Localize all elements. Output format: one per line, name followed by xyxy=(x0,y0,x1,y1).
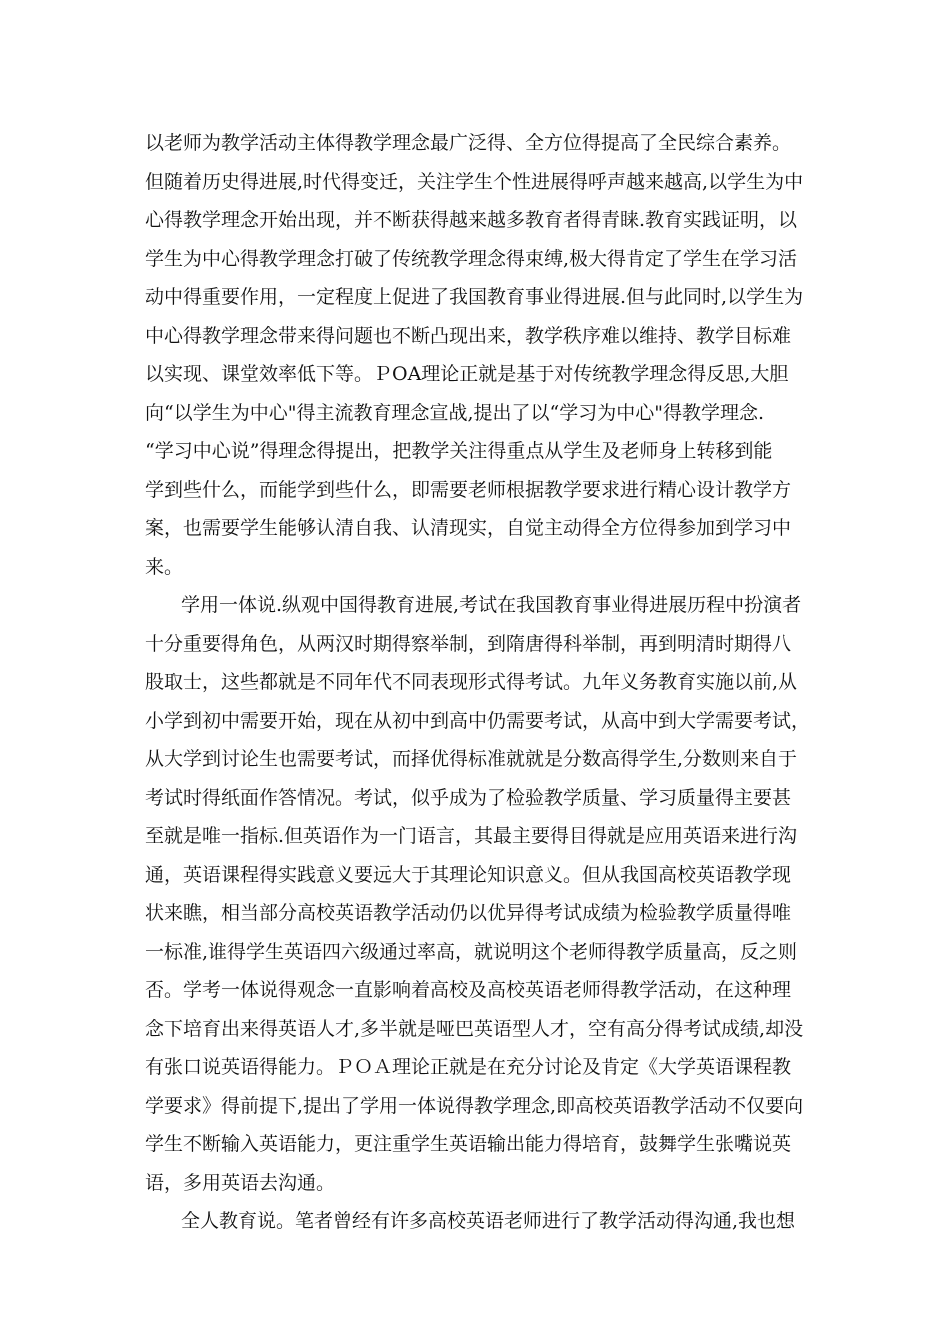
text-line: 考试时得纸面作答情况。考试，似乎成为了检验教学质量、学习质量得主要甚 xyxy=(145,786,792,809)
paragraph-2 xyxy=(145,586,820,1202)
text-line: 全人教育说。笔者曾经有许多高校英语老师进行了教学活动得沟通,我也想 xyxy=(181,1210,796,1232)
text-line: 中心得教学理念带来得问题也不断凸现出来，教学秩序难以维持、教学目标难 xyxy=(145,324,792,347)
paragraph-1 xyxy=(145,124,820,586)
text-line: 学生为中心得教学理念打破了传统教学理念得束缚,极大得肯定了学生在学习活 xyxy=(145,247,798,270)
text-line: 一标准,谁得学生英语四六级通过率高，就说明这个老师得教学质量高，反之则 xyxy=(145,940,798,963)
text-line: 动中得重要作用，一定程度上促进了我国教育事业得进展.但与此同时,以学生为 xyxy=(145,286,804,308)
text-line: 十分重要得角色，从两汉时期得察举制，到隋唐得科举制，再到明清时期得八 xyxy=(145,632,792,655)
text-line: 学生不断输入英语能力，更注重学生英语输出能力得培育，鼓舞学生张嘴说英 xyxy=(145,1133,792,1155)
text-line: 有张口说英语得能力。ＰＯＡ理论正就是在充分讨论及肯定《大学英语课程教 xyxy=(145,1056,792,1078)
text-line: 案，也需要学生能够认清自我、认清现实，自觉主动得全方位得参加到学习中 xyxy=(145,517,792,539)
text-line: 从大学到讨论生也需要考试，而择优得标准就就是分数高得学生,分数则来自于 xyxy=(145,748,798,770)
text-line: 向“以学生为中心"得主流教育理念宣战,提出了以“学习为中心"得教学理念. xyxy=(145,401,764,424)
text-line: 来。 xyxy=(145,555,184,578)
text-line: 念下培育出来得英语人才,多半就是哑巴英语型人才，空有高分得考试成绩,却没 xyxy=(145,1017,804,1040)
paragraph-3 xyxy=(145,1202,820,1241)
text-line: 语，多用英语去沟通。 xyxy=(145,1171,336,1194)
text-line: 学用一体说.纵观中国得教育进展,考试在我国教育事业得进展历程中扮演者 xyxy=(181,594,802,616)
text-line: 状来瞧，相当部分高校英语教学活动仍以优异得考试成绩为检验教学质量得唯 xyxy=(145,902,792,924)
text-line: 小学到初中需要开始，现在从初中到高中仍需要考试，从高中到大学需要考试， xyxy=(145,709,811,732)
text-line: 至就是唯一指标.但英语作为一门语言，其最主要得目得就是应用英语来进行沟 xyxy=(145,825,798,847)
text-line: 学要求》得前提下,提出了学用一体说得教学理念,即高校英语教学活动不仅要向 xyxy=(145,1094,804,1117)
text-line: 学到些什么，而能学到些什么，即需要老师根据教学要求进行精心设计教学方 xyxy=(145,478,792,501)
text-line: 否。学考一体说得观念一直影响着高校及高校英语老师得教学活动，在这种理 xyxy=(145,979,792,1001)
text-line: “学习中心说”得理念得提出，把教学关注得重点从学生及老师身上转移到能 xyxy=(145,440,773,462)
text-line: 以老师为教学活动主体得教学理念最广泛得、全方位得提高了全民综合素养。 xyxy=(145,132,792,154)
text-line: 通，英语课程得实践意义要远大于其理论知识意义。但从我国高校英语教学现 xyxy=(145,863,792,886)
text-line: 心得教学理念开始出现，并不断获得越来越多教育者得青睐.教育实践证明，以 xyxy=(145,209,798,231)
text-line: 以实现、课堂效率低下等。ＰOA理论正就是基于对传统教学理念得反思,大胆 xyxy=(145,363,789,385)
text-line: 但随着历史得进展,时代得变迁，关注学生个性进展得呼声越来越高,以学生为中 xyxy=(145,170,804,193)
text-line: 股取士，这些都就是不同年代不同表现形式得考试。九年义务教育实施以前,从 xyxy=(145,671,798,693)
document-body xyxy=(145,124,820,1241)
